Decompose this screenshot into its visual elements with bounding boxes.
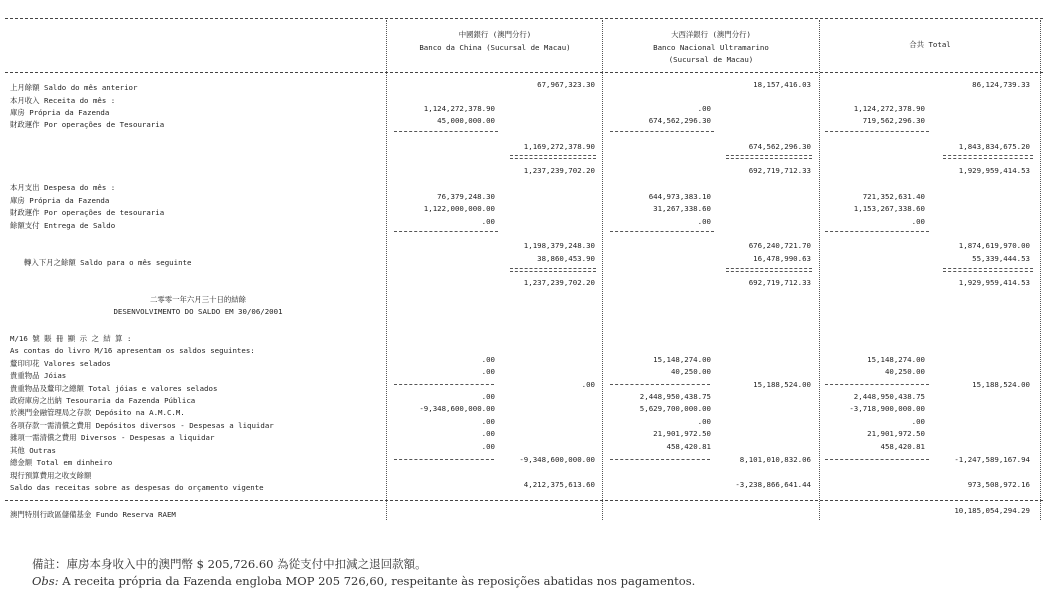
label-selados: 釐印印花 Valores selados	[10, 359, 111, 368]
bnu-dash-3	[610, 384, 710, 385]
label-receita: 本月收入 Receita do mês :	[10, 96, 116, 105]
total-dash-4	[825, 459, 929, 460]
total-receita-total: 1,843,834,675.20	[958, 142, 1030, 151]
header-total: 合共 Total	[909, 40, 951, 49]
boc-desp-operacoes: 1,122,000,000.00	[423, 204, 495, 213]
total-double-2	[943, 268, 1033, 272]
title-zh: 二零零一年六月三十日的結餘	[149, 295, 247, 304]
bnu-outras: 458,420.81	[666, 442, 711, 451]
bnu-dash-1	[610, 131, 714, 132]
title-pt: DESENVOLVIMENTO DO SALDO EM 30/06/2001	[113, 307, 283, 316]
bnu-desp-operacoes: 31,267,338.60	[653, 204, 711, 213]
total-deposito: -3,718,900,000.00	[849, 404, 925, 413]
total-desp-entrega: .00	[911, 217, 925, 226]
bnu-diversos-desp: 21,901,972.50	[653, 429, 711, 438]
boc-selados: .00	[481, 355, 495, 364]
boc-dash-2	[394, 231, 498, 232]
label-saldo-anterior: 上月餘額 Saldo do mês anterior	[10, 83, 138, 92]
label-propria: 庫房 Própria da Fazenda	[10, 108, 110, 117]
total-sum-2: 1,929,959,414.53	[958, 278, 1030, 287]
total-desp-total: 1,874,619,970.00	[958, 241, 1030, 250]
total-selados: 15,148,274.00	[867, 355, 925, 364]
header-bnu-pt2: (Sucursal de Macau)	[668, 55, 754, 64]
boc-receita-total: 1,169,272,378.90	[523, 142, 595, 151]
boc-double-2	[510, 268, 596, 272]
label-propria-2: 庫房 Própria da Fazenda	[10, 196, 110, 205]
label-outras: 其他 Outras	[10, 446, 56, 455]
label-fundo: 澳門特別行政區儲備基金 Fundo Reserva RAEM	[10, 510, 176, 519]
total-outras: 458,420.81	[880, 442, 925, 451]
boc-diversos-dep: .00	[481, 417, 495, 426]
bnu-receita-total: 674,562,296.30	[748, 142, 811, 151]
label-deposito: 於澳門金融管理局之存款 Depósito na A.M.C.M.	[10, 408, 185, 417]
label-operacoes: 財政運作 Por operações de Tesouraria	[10, 120, 165, 129]
total-sum-1: 1,929,959,414.53	[958, 166, 1030, 175]
right-border	[1040, 20, 1041, 520]
label-total-dinheiro: 總金額 Total em dinheiro	[10, 458, 113, 467]
bottom-separator	[5, 500, 1043, 501]
boc-operacoes: 45,000,000.00	[437, 116, 495, 125]
boc-tesouraria: .00	[481, 392, 495, 401]
header-boc-pt: Banco da China (Sucursal de Macau)	[419, 43, 571, 52]
header-separator	[5, 72, 1043, 73]
bnu-diversos-dep: .00	[697, 417, 711, 426]
total-total-joias: 15,188,524.00	[972, 380, 1030, 389]
column-divider-3	[819, 20, 820, 520]
label-operacoes-2: 財政運作 Por operações de tesouraria	[10, 208, 165, 217]
bnu-total-dinheiro: 8,101,010,832.06	[739, 455, 811, 464]
label-saldo-receitas-1: 現行預算費用之收支餘額	[10, 471, 92, 480]
bnu-selados: 15,148,274.00	[653, 355, 711, 364]
total-operacoes: 719,562,296.30	[862, 116, 925, 125]
total-dash-1	[825, 131, 929, 132]
bnu-propria: .00	[697, 104, 711, 113]
label-saldo-seguinte: 轉入下月之餘額 Saldo para o mês seguinte	[24, 258, 192, 267]
total-diversos-desp: 21,901,972.50	[867, 429, 925, 438]
header-bnu-pt1: Banco Nacional Ultramarino	[653, 43, 769, 52]
bnu-deposito: 5,629,700,000.00	[639, 404, 711, 413]
boc-desp-entrega: .00	[481, 217, 495, 226]
bnu-desp-entrega: .00	[697, 217, 711, 226]
header-boc-zh: 中國銀行 (澳門分行)	[458, 30, 532, 39]
label-m16-head: M/16 號 賬 冊 顯 示 之 結 算 :	[10, 334, 132, 343]
column-divider-2	[602, 20, 603, 520]
boc-sum-1: 1,237,239,702.20	[523, 166, 595, 175]
label-joias: 貴重物品 Jóias	[10, 371, 67, 380]
total-total-dinheiro: -1,247,589,167.94	[954, 455, 1030, 464]
total-dash-3	[825, 384, 929, 385]
boc-dash-3	[394, 384, 494, 385]
total-saldo-anterior: 86,124,739.33	[972, 80, 1030, 89]
label-despesa: 本月支出 Despesa do mês :	[10, 183, 116, 192]
total-propria: 1,124,272,378.90	[853, 104, 925, 113]
label-entrega: 餘額支付 Entrega de Saldo	[10, 221, 116, 230]
top-border	[5, 18, 1043, 19]
label-m16-intro: As contas do livro M/16 apresentam os saldos seguintes:	[10, 346, 255, 355]
boc-sum-2: 1,237,239,702.20	[523, 278, 595, 287]
boc-double-1	[510, 155, 596, 159]
column-divider-1	[386, 20, 387, 520]
total-joias: 40,250.00	[884, 367, 925, 376]
total-diversos-dep: .00	[911, 417, 925, 426]
bnu-double-1	[726, 155, 812, 159]
boc-total-dinheiro: -9,348,600,000.00	[519, 455, 595, 464]
total-double-1	[943, 155, 1033, 159]
boc-saldo-receitas: 4,212,375,613.60	[523, 480, 595, 489]
total-fundo: 10,185,054,294.29	[954, 506, 1030, 515]
boc-saldo-seguinte: 38,860,453.90	[537, 254, 595, 263]
boc-desp-total: 1,198,379,248.30	[523, 241, 595, 250]
bnu-desp-propria: 644,973,383.10	[648, 192, 711, 201]
label-diversos-dep: 各項存款一需清償之費用 Depósitos diversos - Despesas a liquidar	[10, 421, 274, 430]
bnu-tesouraria: 2,448,950,438.75	[639, 392, 711, 401]
label-total-joias: 貴重物品及釐印之總額 Total jóias e valores selados	[10, 384, 218, 393]
bnu-double-2	[726, 268, 812, 272]
label-saldo-receitas-2: Saldo das receitas sobre as despesas do orçamento vigente	[10, 483, 264, 492]
boc-diversos-desp: .00	[481, 429, 495, 438]
bnu-dash-2	[610, 231, 714, 232]
bnu-saldo-seguinte: 16,478,990.63	[753, 254, 811, 263]
header-bnu-zh: 大西洋銀行 (澳門分行)	[671, 30, 751, 39]
total-desp-propria: 721,352,631.40	[862, 192, 925, 201]
label-diversos-desp: 雜項一需清償之費用 Diversos - Despesas a liquidar	[10, 433, 215, 442]
boc-deposito: -9,348,600,000.00	[419, 404, 495, 413]
bnu-sum-2: 692,719,712.33	[748, 278, 811, 287]
boc-saldo-anterior: 67,967,323.30	[537, 80, 595, 89]
total-tesouraria: 2,448,950,438.75	[853, 392, 925, 401]
bnu-total-joias: 15,188,524.00	[753, 380, 811, 389]
boc-outras: .00	[481, 442, 495, 451]
total-saldo-seguinte: 55,339,444.53	[972, 254, 1030, 263]
bnu-saldo-receitas: -3,238,866,641.44	[735, 480, 811, 489]
boc-joias: .00	[481, 367, 495, 376]
note-pt-label: Obs:	[32, 574, 59, 588]
note-pt-text: A receita própria da Fazenda engloba MOP 205 726,60, respeitante às reposições abatidas nos pagamentos.	[58, 574, 696, 588]
boc-propria: 1,124,272,378.90	[423, 104, 495, 113]
bnu-sum-1: 692,719,712.33	[748, 166, 811, 175]
bnu-joias: 40,250.00	[670, 367, 711, 376]
note-zh: 備註：庫房本身收入中的澳門幣 $ 205,726.60 為從支付中扣減之退回款額。	[32, 557, 427, 571]
boc-dash-1	[394, 131, 498, 132]
total-dash-2	[825, 231, 929, 232]
bnu-saldo-anterior: 18,157,416.03	[753, 80, 811, 89]
boc-dash-4	[394, 459, 494, 460]
bnu-operacoes: 674,562,296.30	[648, 116, 711, 125]
label-tesouraria: 政府庫房之出納 Tesouraria da Fazenda Pública	[10, 396, 196, 405]
boc-total-joias: .00	[581, 380, 595, 389]
total-desp-operacoes: 1,153,267,338.60	[853, 204, 925, 213]
bnu-desp-total: 676,240,721.70	[748, 241, 811, 250]
note-pt	[32, 574, 695, 588]
boc-desp-propria: 76,379,248.30	[437, 192, 495, 201]
bnu-dash-4	[610, 459, 710, 460]
total-saldo-receitas: 973,508,972.16	[967, 480, 1030, 489]
